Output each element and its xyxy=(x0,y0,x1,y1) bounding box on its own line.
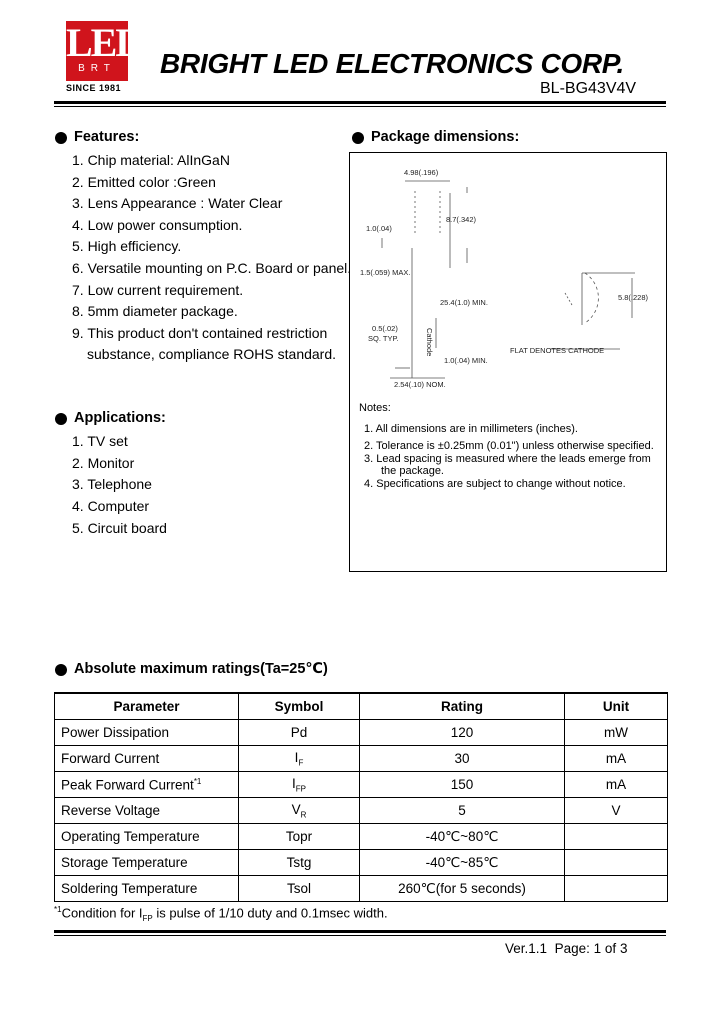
footnote-marker: *1 xyxy=(193,776,202,786)
param-cell: Storage Temperature xyxy=(55,850,239,876)
footnote xyxy=(54,905,388,923)
rating-cell: 150 xyxy=(360,772,565,798)
logo-since: SINCE 1981 xyxy=(66,83,122,93)
logo-letters: LED xyxy=(66,20,143,65)
application-item: 2. Monitor xyxy=(72,455,135,471)
page-indicator xyxy=(505,941,627,956)
flat-cathode-label: FLAT DENOTES CATHODE xyxy=(510,346,605,355)
symbol-subscript: R xyxy=(300,810,307,820)
note-item: 2. Tolerance is ±0.25mm (0.01") unless otherwise specified. xyxy=(364,440,654,452)
of-label: of xyxy=(604,941,617,956)
param-cell: Forward Current xyxy=(55,746,239,772)
page-number: 1 xyxy=(593,941,602,956)
application-item: 3. Telephone xyxy=(72,476,152,492)
feature-item: 8. 5mm diameter package. xyxy=(72,303,238,319)
footnote-subscript: FP xyxy=(142,913,153,923)
bullet-icon xyxy=(55,413,67,425)
table-row xyxy=(55,850,668,876)
symbol-text: V xyxy=(291,801,301,817)
unit-cell: mA xyxy=(565,746,668,772)
part-number: BL-BG43V4V xyxy=(540,80,637,97)
bullet-icon xyxy=(55,132,67,144)
features-title: Features: xyxy=(74,129,140,145)
rating-cell: 120 xyxy=(360,720,565,746)
dim-label: 0.5(.02) xyxy=(372,324,398,333)
table-header-row xyxy=(55,693,668,720)
page-label: Page: xyxy=(554,941,590,956)
table-row xyxy=(55,772,668,798)
table-row xyxy=(55,746,668,772)
package-title: Package dimensions: xyxy=(371,129,520,145)
rating-cell: 260℃(for 5 seconds) xyxy=(360,876,565,902)
param-cell xyxy=(55,772,239,798)
symbol-subscript: F xyxy=(298,758,304,768)
column-header: Symbol xyxy=(239,693,360,720)
note-item: 3. Lead spacing is measured where the leads emerge from xyxy=(364,453,651,465)
table-row xyxy=(55,798,668,824)
dim-label: 1.0(.04) xyxy=(366,224,392,233)
feature-item: 4. Low power consumption. xyxy=(72,217,243,233)
version-value: 1.1 xyxy=(528,941,548,956)
unit-cell: mA xyxy=(565,772,668,798)
footnote-marker: *1 xyxy=(54,905,62,914)
note-item-continued: the package. xyxy=(381,465,444,477)
feature-item: 9. This product don't contained restriction xyxy=(72,325,328,341)
unit-cell: mW xyxy=(565,720,668,746)
version-label: Ver. xyxy=(505,941,529,956)
dim-label: 5.8(.228) xyxy=(618,293,649,302)
dim-label: 2.54(.10) NOM. xyxy=(394,380,446,389)
param-cell: Reverse Voltage xyxy=(55,798,239,824)
ratings-table xyxy=(54,692,668,902)
param-cell: Operating Temperature xyxy=(55,824,239,850)
unit-cell xyxy=(565,876,668,902)
dim-label: SQ. TYP. xyxy=(368,334,399,343)
rating-cell: -40℃~80℃ xyxy=(360,824,565,850)
param-cell: Power Dissipation xyxy=(55,720,239,746)
header-rule-thick xyxy=(54,101,666,104)
feature-item: 6. Versatile mounting on P.C. Board or panel. xyxy=(72,260,352,276)
rating-cell: -40℃~85℃ xyxy=(360,850,565,876)
table-row xyxy=(55,876,668,902)
company-name: BRIGHT LED ELECTRONICS CORP. xyxy=(160,48,625,79)
symbol-text: Pd xyxy=(290,725,308,740)
feature-item: 3. Lens Appearance : Water Clear xyxy=(72,195,283,211)
column-header: Unit xyxy=(565,693,668,720)
rating-cell: 30 xyxy=(360,746,565,772)
footnote-text-a: Condition for I xyxy=(61,905,143,921)
applications-title: Applications: xyxy=(74,410,166,426)
unit-cell: V xyxy=(565,798,668,824)
bullet-icon xyxy=(352,132,364,144)
param-cell: Soldering Temperature xyxy=(55,876,239,902)
application-item: 5. Circuit board xyxy=(72,520,167,536)
symbol-subscript: FP xyxy=(295,784,306,794)
feature-item: 7. Low current requirement. xyxy=(72,282,244,298)
rating-cell: 5 xyxy=(360,798,565,824)
table-row xyxy=(55,824,668,850)
symbol-cell: Topr xyxy=(239,824,360,850)
feature-item: 1. Chip material: AlInGaN xyxy=(72,152,230,168)
logo-sub: BRT xyxy=(78,63,116,74)
note-item: 1. All dimensions are in millimeters (inches). xyxy=(364,423,578,435)
application-item: 1. TV set xyxy=(72,433,128,449)
page-total: 3 xyxy=(619,941,628,956)
symbol-cell xyxy=(239,746,360,772)
application-item: 4. Computer xyxy=(72,498,150,514)
symbol-cell xyxy=(239,720,360,746)
company-logo xyxy=(66,20,143,95)
unit-cell xyxy=(565,850,668,876)
bullet-icon xyxy=(55,664,67,676)
note-item: 4. Specifications are subject to change without notice. xyxy=(364,478,626,490)
header-rule-thin xyxy=(54,106,666,107)
dim-label: 1.5(.059) MAX. xyxy=(360,268,411,277)
notes-title: Notes: xyxy=(359,402,391,414)
dim-label: 25.4(1.0) MIN. xyxy=(440,298,488,307)
ratings-title: Absolute maximum ratings(Ta=25℃) xyxy=(74,661,328,677)
footer-rule-thin xyxy=(54,935,666,936)
dim-label: 4.98(.196) xyxy=(404,168,439,177)
column-header: Parameter xyxy=(55,693,239,720)
column-header: Rating xyxy=(360,693,565,720)
footnote-text-b: is pulse of 1/10 duty and 0.1msec width. xyxy=(152,905,388,921)
symbol-cell xyxy=(239,772,360,798)
dim-label: 8.7(.342) xyxy=(446,215,477,224)
cathode-label: Cathode xyxy=(425,328,434,357)
feature-item-continued: substance, compliance ROHS standard. xyxy=(87,346,337,362)
dim-label: 1.0(.04) MIN. xyxy=(444,356,488,365)
symbol-text: I xyxy=(294,749,299,765)
feature-item: 5. High efficiency. xyxy=(72,238,182,254)
symbol-cell xyxy=(239,798,360,824)
package-drawing-box xyxy=(349,152,667,572)
table-row xyxy=(55,720,668,746)
symbol-cell: Tsol xyxy=(239,876,360,902)
symbol-cell: Tstg xyxy=(239,850,360,876)
feature-item: 2. Emitted color :Green xyxy=(72,174,216,190)
footer-rule-thick xyxy=(54,930,666,933)
param-text: Peak Forward Current xyxy=(61,777,194,793)
unit-cell xyxy=(565,824,668,850)
symbol-text: I xyxy=(292,775,296,791)
